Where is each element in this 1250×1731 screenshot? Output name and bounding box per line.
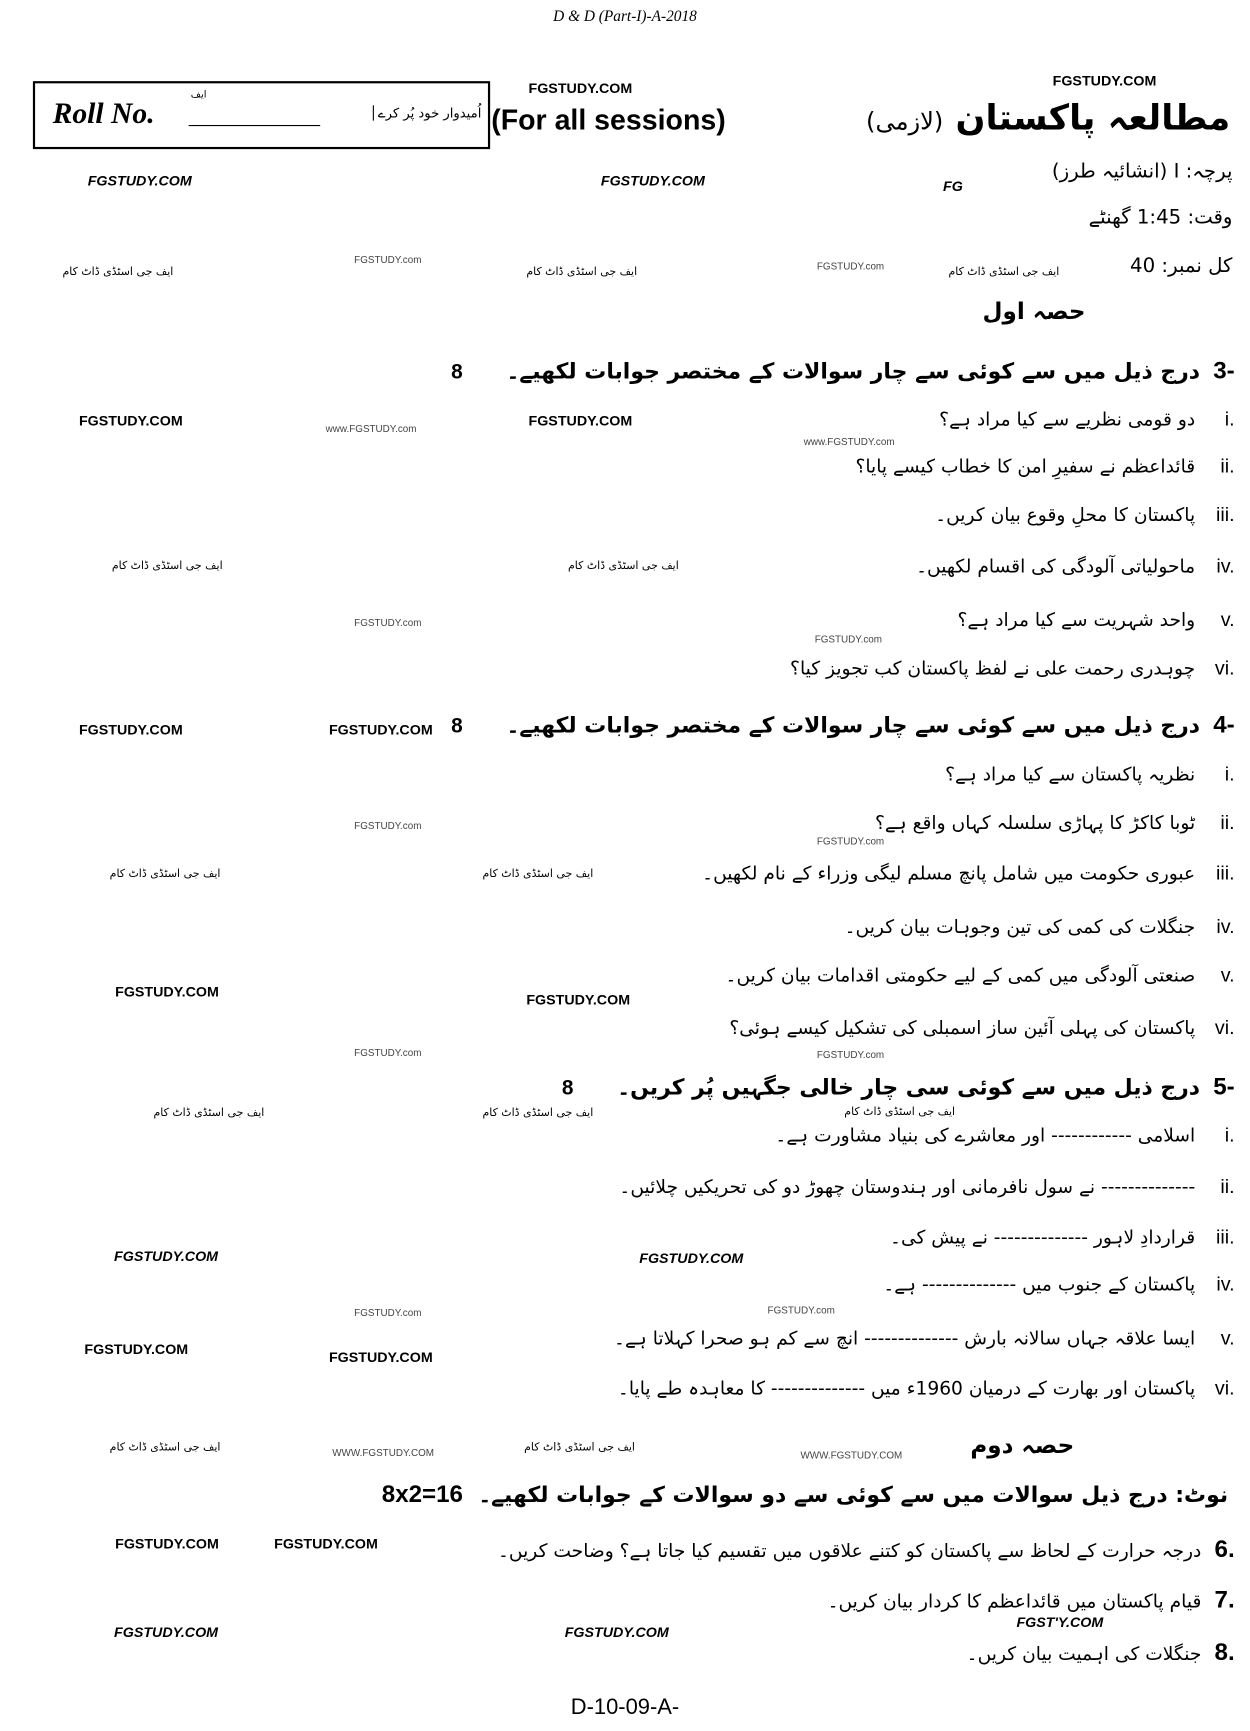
question-3-heading: [451, 356, 1235, 385]
question-3-marks: 8: [451, 360, 463, 384]
item-text: پاکستان کی پہلی آئین ساز اسمبلی کی تشکیل کیسے ہوئی؟: [729, 1017, 1196, 1040]
watermark-text: ایف جی اسٹڈی ڈاٹ کام: [526, 266, 638, 279]
subject-title: [866, 96, 1230, 138]
list-item: [619, 1175, 1234, 1198]
item-number: ii.: [1220, 455, 1235, 477]
item-text: -------------- نے سول نافرمانی اور ہندوستان چھوڑ دو کی تحریکیں چلائیں۔: [619, 1176, 1196, 1199]
list-item: [729, 1016, 1234, 1039]
paper-code-header: D & D (Part-I)-A-2018: [553, 8, 697, 26]
question-5-marks: 8: [561, 1076, 574, 1100]
watermark-text: FGSTUDY.COM: [639, 1250, 744, 1267]
section-two-heading: حصہ دوم: [970, 1432, 1075, 1459]
watermark-text: FGSTUDY.com: [814, 633, 882, 645]
long-question: [498, 1535, 1235, 1564]
roll-tiny-mark: ایف: [190, 89, 207, 101]
time-allowed: وقت: 1:45 گھنٹے: [1088, 206, 1233, 230]
item-text: ایسا علاقہ جہاں سالانہ بارش -------------- انچ سے کم ہو صحرا کہلاتا ہے۔: [614, 1327, 1196, 1350]
watermark-text: FGSTUDY.com: [816, 835, 885, 847]
item-text: ٹوبا کاکڑ کا پہاڑی سلسلہ کہاں واقع ہے؟: [874, 812, 1196, 835]
question-number: 7.: [1214, 1585, 1235, 1613]
watermark-text: FGSTUDY.com: [767, 1304, 835, 1316]
list-item: [775, 1124, 1234, 1147]
note-line: [382, 1480, 1228, 1509]
question-4-marks: 8: [451, 714, 463, 738]
item-number: v.: [1220, 608, 1235, 631]
watermark-text: FGSTUDY.com: [816, 260, 885, 272]
item-number: i.: [1224, 407, 1235, 430]
watermark-text: www.FGSTUDY.com: [803, 436, 895, 448]
watermark-text: FGSTUDY.COM: [114, 1623, 219, 1641]
item-number: iv.: [1216, 915, 1235, 938]
list-item: [855, 455, 1234, 478]
roll-label: Roll No.: [52, 96, 155, 130]
watermark-text: FGSTUDY.COM: [528, 80, 633, 97]
item-text: جنگلات کی کمی کی تین وجوہات بیان کریں۔: [844, 916, 1196, 939]
watermark-text: ایف جی اسٹڈی ڈاٹ کام: [524, 1441, 635, 1454]
watermark-text: FGSTUDY.COM: [84, 1341, 189, 1358]
question-text: درج ذیل میں سے کوئی سے چار سوالات کے مختصر جوابات لکھیے۔: [506, 357, 1201, 384]
watermark-text: FGSTUDY.COM: [328, 1348, 433, 1366]
watermark-text: FGSTUDY.COM: [600, 172, 705, 189]
item-text: ماحولیاتی آلودگی کی اقسام لکھیں۔: [916, 555, 1196, 578]
list-item: [702, 862, 1235, 885]
item-text: پاکستان کے جنوب میں -------------- ہے۔: [883, 1274, 1196, 1297]
question-text: قیام پاکستان میں قائداعظم کا کردار بیان کریں۔: [827, 1591, 1202, 1613]
question-number: 8.: [1214, 1638, 1235, 1666]
list-item: [726, 964, 1235, 987]
watermark-text: FGSTUDY.COM: [328, 721, 433, 738]
item-number: ii.: [1220, 1175, 1235, 1198]
watermark-text: FGSTUDY.com: [354, 1047, 422, 1059]
watermark-text: ایف جی اسٹڈی ڈاٹ کام: [844, 1106, 956, 1119]
item-text: قراردادِ لاہور -------------- نے پیش کی۔: [890, 1226, 1196, 1249]
list-item: [845, 916, 1235, 939]
item-text: پاکستان اور بھارت کے درمیان 1960ء میں -------------- کا معاہدہ طے پایا۔: [617, 1378, 1196, 1401]
watermark-text: FGSTUDY.com: [354, 820, 422, 832]
watermark-text: ایف جی اسٹڈی ڈاٹ کام: [482, 1107, 594, 1120]
item-number: i.: [1224, 763, 1235, 786]
watermark-text: WWW.FGSTUDY.COM: [800, 1449, 903, 1461]
item-text: چوہدری رحمت علی نے لفظ پاکستان کب تجویز کیا؟: [790, 657, 1196, 680]
item-text: نظریہ پاکستان سے کیا مراد ہے؟: [945, 764, 1196, 787]
list-item: [890, 1226, 1235, 1249]
watermark-text: WWW.FGSTUDY.COM: [332, 1447, 435, 1459]
item-number: iii.: [1216, 1225, 1235, 1248]
watermark-text: ایف جی اسٹڈی ڈاٹ کام: [567, 560, 679, 573]
watermark-text: ایف جی اسٹڈی ڈاٹ کام: [153, 1107, 265, 1120]
question-5-heading: [562, 1072, 1235, 1101]
note-text: نوٹ: درج ذیل سوالات میں سے کوئی سے دو سوالات کے جوابات لکھیے۔: [478, 1481, 1229, 1508]
watermark-text: FGST'Y.COM: [1016, 1614, 1104, 1631]
paper-type: پرچہ: I (انشائیہ طرز): [1051, 160, 1233, 184]
watermark-text: ایف جی اسٹڈی ڈاٹ کام: [948, 266, 1060, 279]
item-number: iv.: [1216, 554, 1235, 577]
watermark-text: FGSTUDY.COM: [115, 1535, 219, 1552]
watermark-text: FGSTUDY.COM: [78, 412, 183, 429]
item-number: v.: [1220, 1326, 1235, 1349]
item-number: i.: [1224, 1123, 1235, 1146]
list-item: [958, 609, 1235, 632]
item-number: iii.: [1216, 503, 1235, 526]
total-marks: کل نمبر: 40: [1130, 254, 1233, 278]
sessions-label: (For all sessions): [491, 103, 726, 136]
list-item: [939, 408, 1234, 431]
section-one-heading: حصہ اول: [982, 298, 1086, 325]
item-text: واحد شہریت سے کیا مراد ہے؟: [957, 609, 1196, 632]
question-number: 6.: [1214, 1535, 1235, 1563]
list-item: [945, 763, 1235, 786]
item-number: vi.: [1214, 656, 1235, 679]
item-text: پاکستان کا محلِ وقوع بیان کریں۔: [935, 504, 1196, 527]
item-number: vi.: [1214, 1377, 1235, 1400]
watermark-text: FGSTUDY.COM: [87, 172, 192, 189]
footer-code: D-10-09-A-: [570, 1695, 680, 1720]
list-item: [883, 1273, 1234, 1296]
watermark-text: FG: [942, 177, 963, 195]
list-item: [614, 1327, 1235, 1350]
watermark-text: FGSTUDY.COM: [528, 412, 633, 429]
question-number: 5-: [1213, 1072, 1235, 1100]
watermark-text: FGSTUDY.COM: [564, 1623, 669, 1641]
watermark-text: ایف جی اسٹڈی ڈاٹ کام: [62, 266, 174, 279]
watermark-text: FGSTUDY.COM: [114, 1247, 219, 1265]
question-text: درج ذیل میں سے کوئی سی چار خالی جگہیں پُر کریں۔: [617, 1073, 1201, 1100]
watermark-text: www.FGSTUDY.com: [325, 423, 417, 435]
item-text: قائداعظم نے سفیرِ امن کا خطاب کیسے پایا؟: [855, 456, 1196, 479]
list-item: [875, 811, 1235, 834]
question-4-heading: [451, 711, 1235, 740]
long-question: [828, 1586, 1235, 1615]
list-item: [916, 555, 1235, 578]
item-number: v.: [1220, 963, 1235, 986]
watermark-text: FGSTUDY.COM: [78, 721, 183, 738]
list-item: [935, 503, 1234, 526]
question-text: درجہ حرارت کے لحاظ سے پاکستان کو کتنے علاقوں میں تقسیم کیا جاتا ہے؟ وضاحت کریں۔: [497, 1540, 1202, 1563]
watermark-text: FGSTUDY.com: [354, 617, 422, 629]
item-number: iv.: [1216, 1273, 1235, 1295]
watermark-text: FGSTUDY.COM: [1052, 72, 1157, 89]
watermark-text: FGSTUDY.com: [816, 1049, 885, 1061]
item-text: عبوری حکومت میں شامل پانچ مسلم لیگی وزراء کے نام لکھیں۔: [702, 862, 1196, 885]
watermark-text: ایف جی اسٹڈی ڈاٹ کام: [109, 1441, 221, 1454]
item-number: ii.: [1220, 811, 1235, 834]
subject-name: مطالعہ پاکستان: [955, 96, 1231, 139]
roll-instruction: اُمیدوار خود پُر کرے: [372, 105, 481, 120]
item-text: دو قومی نظریے سے کیا مراد ہے؟: [939, 408, 1196, 431]
item-number: vi.: [1214, 1016, 1235, 1039]
roll-number-box: [33, 81, 490, 149]
question-text: جنگلات کی اہمیت بیان کریں۔: [966, 1643, 1202, 1666]
question-number: 4-: [1213, 710, 1235, 738]
list-item: [618, 1377, 1235, 1400]
watermark-text: ایف جی اسٹڈی ڈاٹ کام: [109, 868, 221, 881]
list-item: [790, 657, 1235, 680]
note-marks: 8x2=16: [381, 1480, 463, 1508]
watermark-text: FGSTUDY.com: [354, 254, 422, 266]
long-question: [967, 1638, 1235, 1667]
watermark-text: FGSTUDY.COM: [115, 983, 219, 1001]
question-number: 3-: [1213, 356, 1235, 384]
item-text: صنعتی آلودگی میں کمی کے لیے حکومتی اقدامات بیان کریں۔: [725, 964, 1196, 987]
watermark-text: FGSTUDY.COM: [274, 1535, 378, 1552]
roll-number-field[interactable]: [189, 125, 321, 126]
subject-compulsory: (لازمی): [866, 108, 944, 136]
watermark-text: FGSTUDY.COM: [526, 991, 631, 1008]
item-text: اسلامی ------------ اور معاشرے کی بنیاد مشاورت ہے۔: [775, 1125, 1196, 1147]
watermark-text: ایف جی اسٹڈی ڈاٹ کام: [482, 868, 594, 881]
item-number: iii.: [1216, 861, 1235, 884]
question-text: درج ذیل میں سے کوئی سے چار سوالات کے مختصر جوابات لکھیے۔: [506, 711, 1201, 738]
watermark-text: ایف جی اسٹڈی ڈاٹ کام: [111, 560, 223, 573]
watermark-text: FGSTUDY.com: [354, 1307, 422, 1318]
